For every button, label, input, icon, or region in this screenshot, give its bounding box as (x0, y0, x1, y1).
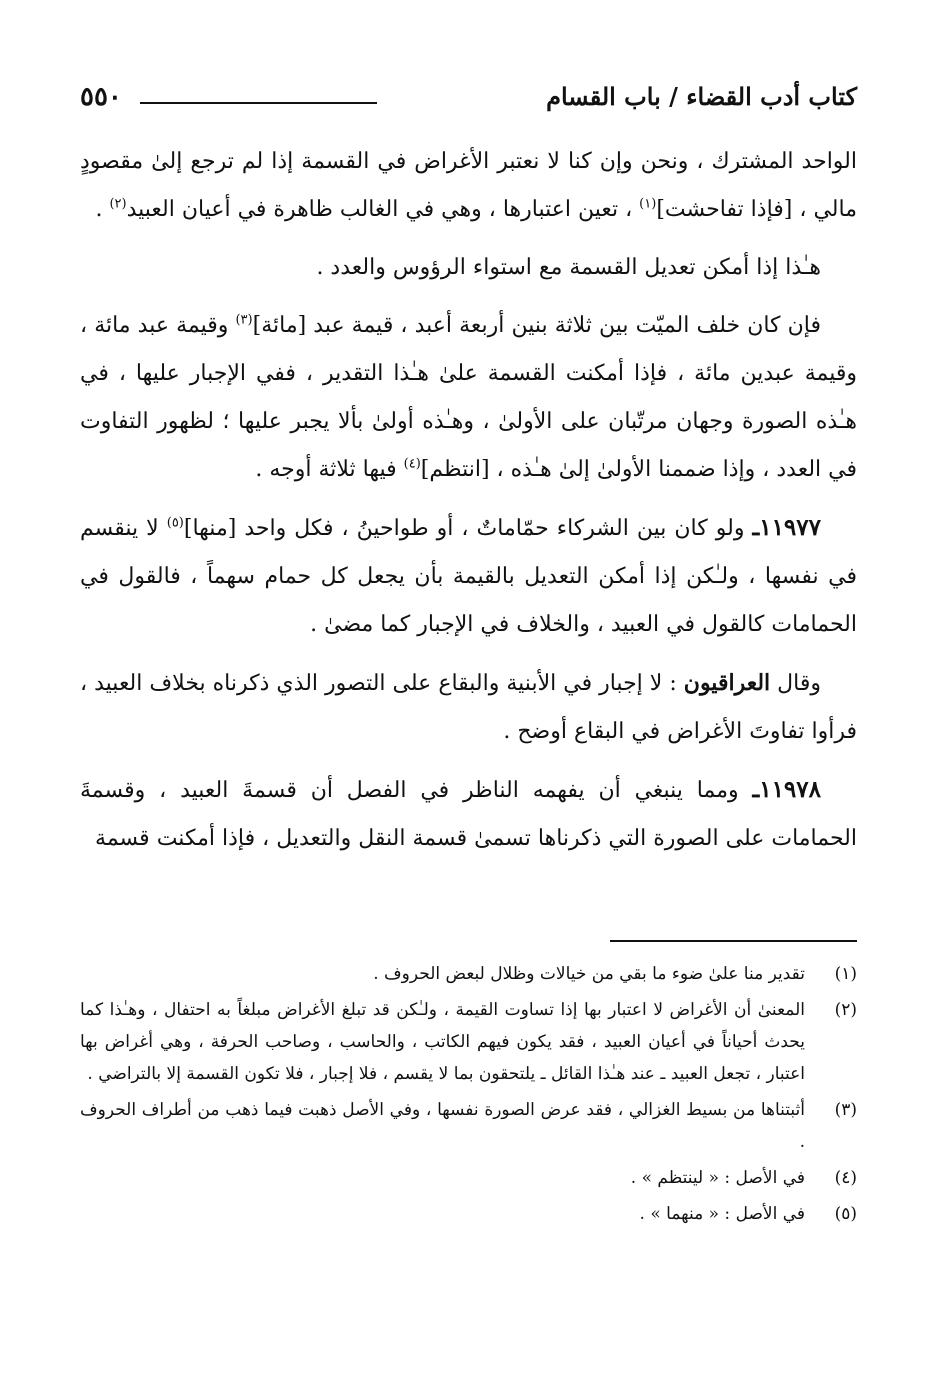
paragraph-5 (80, 659, 857, 756)
footnote-ref-2[interactable]: (٢) (109, 196, 127, 212)
paragraph-5-text-b: : لا إجبار في الأبنية والبقاع على التصور الذي ذكرناه بخلاف العبيد ، فرأوا تفاوتَ الأغراض في البقاع أوضح . (80, 671, 857, 744)
footnote-text: في الأصل : « منهما » . (639, 1204, 805, 1224)
footnote-item (80, 1094, 857, 1158)
header-rule (140, 102, 377, 104)
page-header (80, 82, 857, 118)
paragraph-1-text-c: . (95, 197, 110, 222)
paragraph-2: هـٰذا إذا أمكن تعديل القسمة مع استواء الرؤوس والعدد . (316, 255, 821, 280)
footnote-text: في الأصل : « لينتظم » . (630, 1168, 805, 1188)
issue-number-11978: ١١٩٧٨ـ (752, 776, 821, 803)
footnote-ref-5[interactable]: (٥) (166, 515, 184, 531)
footnote-number: (٣) (834, 1100, 857, 1120)
running-title: كتاب أدب القضاء / باب القسام (546, 82, 857, 111)
footnote-number: (٥) (834, 1204, 857, 1224)
footnote-number: (٤) (834, 1168, 857, 1188)
paragraph-5-text-a: وقال (770, 671, 821, 696)
issue-number-11977: ١١٩٧٧ـ (752, 514, 821, 541)
footnote-text: تقدير منا علىٰ ضوء ما بقي من خيالات وظلال لبعض الحروف . (373, 964, 805, 984)
footnote-item (80, 1162, 857, 1194)
footnote-ref-4[interactable]: (٤) (403, 456, 421, 472)
footnote-item (80, 958, 857, 990)
paragraph-3 (80, 302, 857, 494)
paragraph-6-text-a: ومما ينبغي أن يفهمه الناظر في الفصل أن قسمةَ العبيد ، وقسمةَ الحمامات على الصورة التي ذكرناها تسمىٰ قسمة النقل والتعديل ، فإذا أمكنت قسمة (80, 778, 857, 851)
footnote-item (80, 1198, 857, 1230)
footnote-ref-1[interactable]: (١) (639, 196, 657, 212)
paragraph-6 (80, 766, 857, 863)
footnote-number: (٢) (834, 1000, 857, 1020)
paragraph-1-text-b: ، تعين اعتبارها ، وهي في الغالب ظاهرة في أعيان العبيد (126, 197, 640, 222)
footnotes (80, 958, 857, 1234)
paragraph-4-text-b: لا ينقسم في نفسها ، ولـٰكن إذا أمكن التعديل بالقيمة بأن يجعل كل حمام سهماً ، فالقول في الحمامات كالقول في العبيد ، والخلاف في الإجبار كما مضىٰ . (80, 516, 857, 637)
footnote-ref-3[interactable]: (٣) (235, 312, 253, 328)
paragraph-4 (80, 504, 857, 649)
paragraph-3-text-a: فإن كان خلف الميّت بين ثلاثة بنين أربعة أعبد ، قيمة عبد [مائة] (252, 313, 821, 338)
paragraph-1 (80, 138, 857, 234)
paragraph-3-text-b: وقيمة عبد مائة ، وقيمة عبدين مائة ، فإذا أمكنت القسمة علىٰ هـٰذا التقدير ، ففي الإجبار عليها ، في هـٰذه الصورة وجهان مرتّبان على الأولىٰ ، وهـٰذه أولىٰ بألا يجبر عليها ؛ لظهور التفاوت في العدد ، وإذا ضممنا الأولىٰ إلىٰ هـٰذه ، [انتظم] (80, 313, 857, 482)
paragraph-3-text-c: فيها ثلاثة أوجه . (255, 457, 404, 482)
footnote-text: أثبتناها من بسيط الغزالي ، فقد عرض الصورة نفسها ، وفي الأصل ذهبت فيما ذهب من أطراف الحروف . (80, 1100, 805, 1152)
page-number: ٥٥٠ (80, 82, 122, 112)
footnote-item (80, 994, 857, 1090)
paragraph-1-text-a: الواحد المشترك ، ونحن وإن كنا لا نعتبر الأغراض في القسمة إذا لم ترجع إلىٰ مقصودٍ مالي ، [فإذا تفاحشت] (80, 149, 857, 222)
footnote-separator (610, 940, 857, 942)
footnote-number: (١) (834, 964, 857, 984)
paragraph-5-bold-term: العراقيون (683, 670, 771, 696)
footnote-text: المعنىٰ أن الأغراض لا اعتبار بها إذا تساوت القيمة ، ولـٰكن قد تبلغ الأغراض مبلغاً به احتفال ، وهـٰذا كما يحدث أحياناً في أعيان العبيد ، فقد يكون فيهم الكاتب ، والحاسب ، وصاحب الحرفة ، وهي أغراض بها اعتبار ، تجعل العبيد ـ عند هـٰذا القائل ـ يلتحقون بما لا يقسم ، فلا إجبار ، فلا تكون القسمة إلا بالتراضي . (80, 1000, 805, 1084)
paragraph-4-text-a: ولو كان بين الشركاء حمّاماتٌ ، أو طواحينُ ، فكل واحد [منها] (183, 516, 753, 541)
main-text (80, 138, 857, 873)
